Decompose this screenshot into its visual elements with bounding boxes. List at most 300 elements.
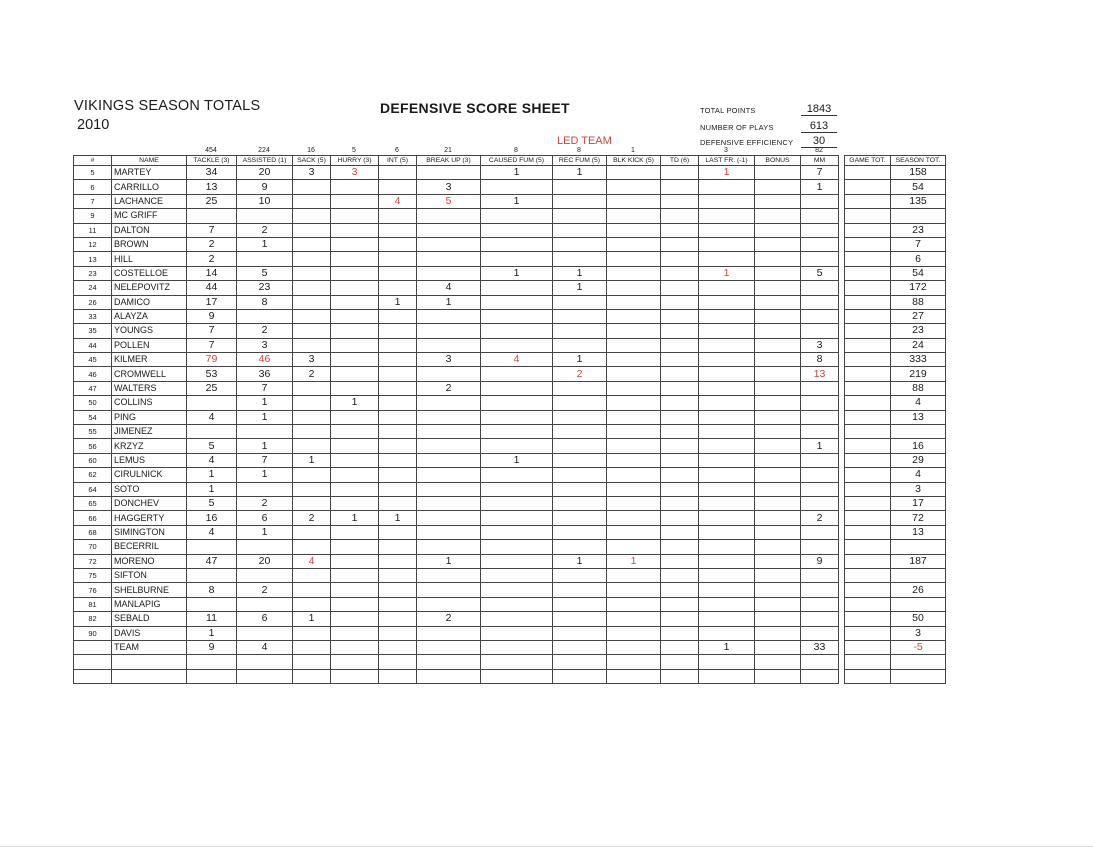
page-edge	[0, 846, 1093, 847]
cell-tackle: 47	[187, 554, 237, 568]
cell-game-tot	[845, 626, 891, 640]
cell-hurry	[331, 496, 379, 510]
cell-breakup: 2	[417, 381, 481, 395]
cell-caused-fum	[481, 381, 553, 395]
cell-mm	[801, 396, 839, 410]
cell-int	[379, 655, 417, 669]
cell-sack	[293, 324, 331, 338]
cell-td	[661, 583, 699, 597]
cell-tackle: 2	[187, 237, 237, 251]
cell-last-fr	[699, 410, 755, 424]
col-sack: SACK (5)	[293, 156, 331, 166]
cell-name: KILMER	[112, 353, 187, 367]
cell-mm: 9	[801, 554, 839, 568]
cell-game-tot	[845, 669, 891, 683]
cell-tackle: 53	[187, 367, 237, 381]
cell-season-tot: 24	[891, 338, 946, 352]
cell-breakup: 1	[417, 295, 481, 309]
cell-assisted	[237, 482, 293, 496]
cell-last-fr	[699, 439, 755, 453]
table-row	[74, 425, 946, 439]
cell-sack	[293, 597, 331, 611]
cell-assisted: 7	[237, 453, 293, 467]
cell-hurry: 1	[331, 511, 379, 525]
cell-tackle: 44	[187, 281, 237, 295]
cell-tackle	[187, 669, 237, 683]
cell-hurry	[331, 309, 379, 323]
cell-assisted: 2	[237, 223, 293, 237]
cell-bonus	[755, 237, 801, 251]
cell-td	[661, 525, 699, 539]
cell-tackle: 5	[187, 496, 237, 510]
cell-game-tot	[845, 568, 891, 582]
cell-name: MANLAPIG	[112, 597, 187, 611]
cell-hurry	[331, 540, 379, 554]
cell-caused-fum	[481, 496, 553, 510]
cell-season-tot: 88	[891, 295, 946, 309]
cell-assisted: 1	[237, 237, 293, 251]
table-row	[74, 439, 946, 453]
cell-td	[661, 655, 699, 669]
cell-assisted: 36	[237, 367, 293, 381]
cell-sack	[293, 468, 331, 482]
cell-breakup	[417, 496, 481, 510]
cell-game-tot	[845, 396, 891, 410]
cell-blk-kick	[607, 583, 661, 597]
cell-game-tot	[845, 338, 891, 352]
cell-assisted	[237, 597, 293, 611]
cell-int: 1	[379, 295, 417, 309]
cell-name: SIFTON	[112, 568, 187, 582]
cell-hurry	[331, 583, 379, 597]
cell-caused-fum	[481, 237, 553, 251]
cell-assisted: 1	[237, 439, 293, 453]
cell-assisted: 1	[237, 396, 293, 410]
cell-int	[379, 309, 417, 323]
col-bonus: BONUS	[755, 156, 801, 166]
cell-mm: 3	[801, 338, 839, 352]
cell-num: 90	[74, 626, 112, 640]
table-row	[74, 252, 946, 266]
cell-int	[379, 367, 417, 381]
cell-rec-fum	[553, 223, 607, 237]
table-row	[74, 410, 946, 424]
cell-bonus	[755, 482, 801, 496]
cell-mm	[801, 669, 839, 683]
cell-tackle	[187, 425, 237, 439]
cell-num	[74, 655, 112, 669]
cell-assisted	[237, 669, 293, 683]
cell-sack	[293, 655, 331, 669]
cell-hurry	[331, 295, 379, 309]
cell-mm	[801, 540, 839, 554]
cell-bonus	[755, 655, 801, 669]
cell-bonus	[755, 166, 801, 180]
cell-mm	[801, 655, 839, 669]
cell-tackle	[187, 209, 237, 223]
cell-name: BROWN	[112, 237, 187, 251]
cell-td	[661, 166, 699, 180]
cell-game-tot	[845, 381, 891, 395]
cell-season-tot: 135	[891, 194, 946, 208]
cell-mm	[801, 468, 839, 482]
cell-num: 72	[74, 554, 112, 568]
cell-breakup	[417, 511, 481, 525]
table-row	[74, 166, 946, 180]
cell-sack	[293, 425, 331, 439]
cell-breakup	[417, 237, 481, 251]
cell-caused-fum	[481, 669, 553, 683]
cell-tackle	[187, 396, 237, 410]
cell-td	[661, 252, 699, 266]
cell-bonus	[755, 180, 801, 194]
cell-caused-fum	[481, 252, 553, 266]
cell-sack	[293, 252, 331, 266]
cell-last-fr	[699, 496, 755, 510]
cell-mm	[801, 612, 839, 626]
cell-bonus	[755, 410, 801, 424]
cell-num	[74, 669, 112, 683]
cell-td	[661, 237, 699, 251]
cell-tackle: 25	[187, 194, 237, 208]
col-game-tot: GAME TOT.	[845, 156, 891, 166]
cell-rec-fum	[553, 252, 607, 266]
cell-last-fr: 1	[699, 166, 755, 180]
cell-mm	[801, 453, 839, 467]
cell-caused-fum	[481, 309, 553, 323]
cell-bonus	[755, 669, 801, 683]
table-row	[74, 453, 946, 467]
cell-td	[661, 367, 699, 381]
cell-game-tot	[845, 468, 891, 482]
cell-caused-fum	[481, 482, 553, 496]
cell-num: 81	[74, 597, 112, 611]
cell-bonus	[755, 353, 801, 367]
cell-int	[379, 209, 417, 223]
cell-num: 35	[74, 324, 112, 338]
cell-assisted: 1	[237, 525, 293, 539]
cell-sack: 1	[293, 453, 331, 467]
cell-caused-fum	[481, 439, 553, 453]
cell-breakup	[417, 223, 481, 237]
total-points-value: 1843	[801, 103, 837, 116]
cell-tackle: 4	[187, 525, 237, 539]
cell-season-tot: 4	[891, 396, 946, 410]
cell-td	[661, 324, 699, 338]
cell-season-tot: 26	[891, 583, 946, 597]
cell-blk-kick	[607, 353, 661, 367]
cell-num: 47	[74, 381, 112, 395]
cell-game-tot	[845, 353, 891, 367]
cell-sack	[293, 281, 331, 295]
cell-rec-fum	[553, 324, 607, 338]
cell-game-tot	[845, 453, 891, 467]
cell-blk-kick	[607, 209, 661, 223]
cell-blk-kick	[607, 223, 661, 237]
cell-mm	[801, 410, 839, 424]
cell-last-fr	[699, 597, 755, 611]
cell-assisted: 2	[237, 496, 293, 510]
table-row	[74, 295, 946, 309]
cell-sack	[293, 295, 331, 309]
table-row	[74, 266, 946, 280]
cell-breakup	[417, 252, 481, 266]
cell-tackle: 25	[187, 381, 237, 395]
cell-game-tot	[845, 194, 891, 208]
cell-num: 65	[74, 496, 112, 510]
cell-assisted: 4	[237, 640, 293, 654]
cell-mm	[801, 626, 839, 640]
cell-season-tot	[891, 568, 946, 582]
cell-mm	[801, 597, 839, 611]
cell-breakup	[417, 425, 481, 439]
cell-sack	[293, 540, 331, 554]
cell-last-fr	[699, 381, 755, 395]
cell-name: SEBALD	[112, 612, 187, 626]
table-row	[74, 381, 946, 395]
cell-mm	[801, 252, 839, 266]
cell-assisted	[237, 252, 293, 266]
cell-num: 44	[74, 338, 112, 352]
cell-mm: 2	[801, 511, 839, 525]
cell-td	[661, 568, 699, 582]
cell-rec-fum	[553, 496, 607, 510]
cell-caused-fum	[481, 511, 553, 525]
cell-rec-fum	[553, 453, 607, 467]
cell-sack	[293, 669, 331, 683]
cell-num: 33	[74, 309, 112, 323]
cell-name: SHELBURNE	[112, 583, 187, 597]
cell-game-tot	[845, 612, 891, 626]
cell-hurry	[331, 439, 379, 453]
cell-hurry	[331, 669, 379, 683]
cell-sack	[293, 396, 331, 410]
cell-hurry	[331, 209, 379, 223]
cell-caused-fum	[481, 597, 553, 611]
cell-caused-fum: 1	[481, 453, 553, 467]
cell-breakup	[417, 482, 481, 496]
cell-bonus	[755, 281, 801, 295]
cell-name: JIMENEZ	[112, 425, 187, 439]
cell-season-tot: 6	[891, 252, 946, 266]
cell-num: 82	[74, 612, 112, 626]
cell-num: 54	[74, 410, 112, 424]
cell-td	[661, 425, 699, 439]
cell-num: 68	[74, 525, 112, 539]
cell-breakup	[417, 396, 481, 410]
cell-game-tot	[845, 309, 891, 323]
cell-sack	[293, 180, 331, 194]
cell-season-tot: 27	[891, 309, 946, 323]
cell-season-tot: 3	[891, 482, 946, 496]
cell-caused-fum	[481, 468, 553, 482]
cell-game-tot	[845, 367, 891, 381]
cell-breakup	[417, 540, 481, 554]
cell-td	[661, 338, 699, 352]
cell-int	[379, 540, 417, 554]
cell-name: KRZYZ	[112, 439, 187, 453]
cell-game-tot	[845, 295, 891, 309]
table-row	[74, 525, 946, 539]
total-mm: 82	[815, 147, 823, 154]
cell-game-tot	[845, 482, 891, 496]
cell-mm	[801, 237, 839, 251]
cell-caused-fum: 1	[481, 166, 553, 180]
cell-tackle: 7	[187, 324, 237, 338]
cell-hurry	[331, 410, 379, 424]
cell-caused-fum	[481, 583, 553, 597]
cell-assisted: 10	[237, 194, 293, 208]
cell-name: LEMUS	[112, 453, 187, 467]
cell-breakup	[417, 568, 481, 582]
cell-caused-fum	[481, 338, 553, 352]
cell-tackle: 79	[187, 353, 237, 367]
cell-season-tot: 219	[891, 367, 946, 381]
cell-int	[379, 338, 417, 352]
cell-num: 5	[74, 166, 112, 180]
cell-season-tot: 4	[891, 468, 946, 482]
cell-season-tot: 172	[891, 281, 946, 295]
cell-mm	[801, 223, 839, 237]
cell-int: 1	[379, 511, 417, 525]
cell-bonus	[755, 367, 801, 381]
total-sack: 16	[307, 147, 315, 154]
cell-season-tot: 333	[891, 353, 946, 367]
cell-caused-fum	[481, 223, 553, 237]
cell-mm: 33	[801, 640, 839, 654]
cell-blk-kick	[607, 612, 661, 626]
total-tackle: 454	[205, 147, 217, 154]
cell-last-fr	[699, 252, 755, 266]
cell-name: SOTO	[112, 482, 187, 496]
cell-blk-kick	[607, 338, 661, 352]
cell-rec-fum	[553, 425, 607, 439]
cell-name: BECERRIL	[112, 540, 187, 554]
cell-bonus	[755, 396, 801, 410]
table-row	[74, 223, 946, 237]
cell-sack	[293, 309, 331, 323]
cell-rec-fum: 1	[553, 166, 607, 180]
cell-game-tot	[845, 540, 891, 554]
cell-bonus	[755, 324, 801, 338]
cell-sack: 2	[293, 367, 331, 381]
cell-mm: 5	[801, 266, 839, 280]
col-mm: MM	[801, 156, 839, 166]
cell-mm: 8	[801, 353, 839, 367]
cell-rec-fum	[553, 597, 607, 611]
cell-name: MARTEY	[112, 166, 187, 180]
cell-bonus	[755, 626, 801, 640]
cell-caused-fum	[481, 324, 553, 338]
cell-rec-fum	[553, 583, 607, 597]
cell-hurry	[331, 266, 379, 280]
cell-blk-kick	[607, 194, 661, 208]
cell-hurry	[331, 525, 379, 539]
cell-blk-kick	[607, 180, 661, 194]
cell-blk-kick	[607, 367, 661, 381]
cell-season-tot: 54	[891, 180, 946, 194]
cell-season-tot: 29	[891, 453, 946, 467]
cell-hurry	[331, 453, 379, 467]
cell-bonus	[755, 338, 801, 352]
cell-int	[379, 324, 417, 338]
cell-td	[661, 266, 699, 280]
cell-num: 26	[74, 295, 112, 309]
cell-sack	[293, 439, 331, 453]
cell-breakup	[417, 338, 481, 352]
cell-name: WALTERS	[112, 381, 187, 395]
cell-blk-kick	[607, 640, 661, 654]
cell-assisted: 1	[237, 410, 293, 424]
total-assisted: 224	[258, 147, 270, 154]
cell-rec-fum	[553, 482, 607, 496]
cell-blk-kick	[607, 237, 661, 251]
cell-num: 13	[74, 252, 112, 266]
cell-int	[379, 568, 417, 582]
total-points-label: TOTAL POINTS	[700, 106, 756, 115]
cell-sack	[293, 338, 331, 352]
cell-caused-fum	[481, 655, 553, 669]
cell-season-tot: 13	[891, 525, 946, 539]
cell-season-tot: 17	[891, 496, 946, 510]
cell-blk-kick	[607, 439, 661, 453]
cell-tackle: 34	[187, 166, 237, 180]
table-row	[74, 554, 946, 568]
cell-last-fr	[699, 583, 755, 597]
cell-breakup: 3	[417, 353, 481, 367]
cell-blk-kick	[607, 381, 661, 395]
cell-breakup	[417, 468, 481, 482]
cell-td	[661, 295, 699, 309]
cell-tackle	[187, 540, 237, 554]
cell-int	[379, 281, 417, 295]
cell-breakup: 1	[417, 554, 481, 568]
cell-last-fr	[699, 540, 755, 554]
cell-td	[661, 309, 699, 323]
cell-blk-kick	[607, 324, 661, 338]
cell-td	[661, 540, 699, 554]
cell-bonus	[755, 612, 801, 626]
cell-bonus	[755, 309, 801, 323]
cell-sack	[293, 626, 331, 640]
table-row	[74, 396, 946, 410]
cell-num: 62	[74, 468, 112, 482]
cell-num: 75	[74, 568, 112, 582]
cell-td	[661, 496, 699, 510]
cell-int	[379, 468, 417, 482]
cell-hurry	[331, 180, 379, 194]
cell-bonus	[755, 439, 801, 453]
cell-rec-fum	[553, 309, 607, 323]
col-assisted: ASSISTED (1)	[237, 156, 293, 166]
cell-bonus	[755, 425, 801, 439]
cell-hurry	[331, 281, 379, 295]
cell-int	[379, 410, 417, 424]
cell-game-tot	[845, 223, 891, 237]
cell-season-tot: 50	[891, 612, 946, 626]
table-row	[74, 309, 946, 323]
cell-assisted	[237, 568, 293, 582]
table-row	[74, 496, 946, 510]
cell-bonus	[755, 252, 801, 266]
cell-last-fr	[699, 453, 755, 467]
cell-assisted	[237, 209, 293, 223]
cell-sack: 3	[293, 166, 331, 180]
cell-name: CARRILLO	[112, 180, 187, 194]
cell-hurry	[331, 612, 379, 626]
cell-tackle	[187, 655, 237, 669]
cell-name: DAVIS	[112, 626, 187, 640]
